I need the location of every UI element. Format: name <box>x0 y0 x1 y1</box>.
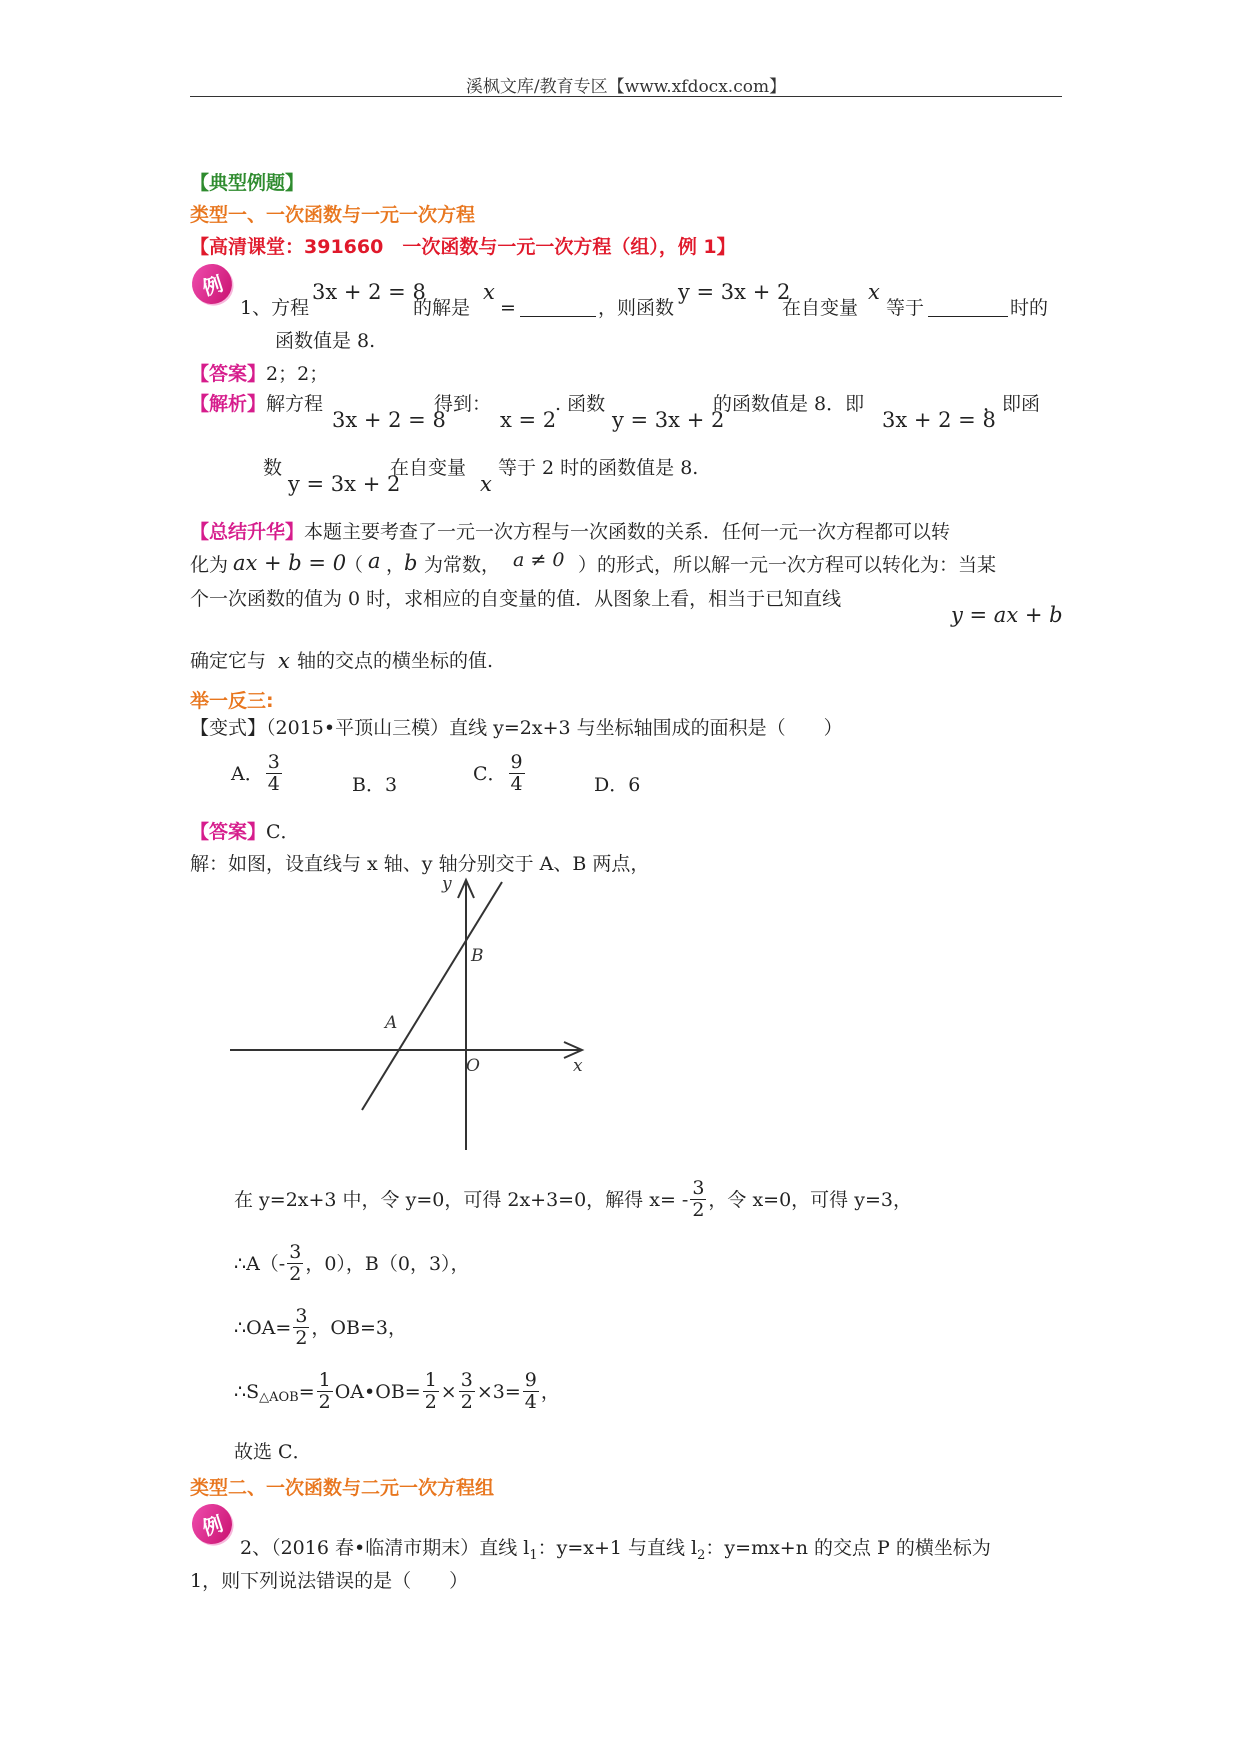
summary-l2f: 为常数， <box>424 554 501 576</box>
section-title: 【典型例题】 <box>190 172 305 194</box>
answer1-label: 【答案】 <box>190 363 267 385</box>
step2-num: 3 <box>289 1241 302 1263</box>
answer2-line <box>190 820 300 844</box>
summary-line3: 个一次函数的值为 0 时，求相应的自变量的值．从图象上看，相当于已知直线 <box>190 588 842 610</box>
example1-line2: 函数值是 8. <box>275 330 376 352</box>
step3-den: 2 <box>295 1327 308 1349</box>
option-c-num: 9 <box>510 751 523 773</box>
step1-text-b: ，令 x=0，可得 y=3， <box>708 1188 912 1211</box>
example2-t2: ：y=x+1 与直线 l <box>537 1537 698 1559</box>
step2-text-a: ∴A（- <box>234 1252 286 1275</box>
summary-l2g: a ≠ 0 <box>513 549 565 571</box>
step3-num: 3 <box>295 1305 308 1327</box>
step2-den: 2 <box>289 1263 302 1285</box>
option-d[interactable]: D．6 <box>594 774 641 796</box>
step3-text-b: ，OB=3， <box>311 1316 407 1339</box>
example1-var-x2: x <box>868 280 880 304</box>
summary-l2c: a <box>368 549 381 573</box>
step4-subscript: △AOB <box>259 1389 299 1405</box>
step3-text-a: ∴OA= <box>234 1316 292 1339</box>
example1-text-e: 在自变量 <box>782 297 859 319</box>
solution-step4 <box>234 1370 560 1413</box>
example2-line1 <box>240 1536 991 1568</box>
analysis-l2b: 在自变量 <box>390 457 467 479</box>
summary-l2a: 化为 <box>190 554 229 576</box>
analysis-l2eq: y = 3x + 2 <box>288 472 401 496</box>
example2-line2: 1，则下列说法错误的是（ ） <box>190 1570 469 1592</box>
practice-label: 【变式】 <box>190 717 267 739</box>
step1-num: 3 <box>692 1177 705 1199</box>
option-c-fraction <box>509 752 525 795</box>
answer1-text: 2；2； <box>266 363 329 385</box>
summary-label: 【总结升华】 <box>190 521 305 543</box>
step4-f2-num: 1 <box>424 1369 437 1391</box>
summary-line3-eq: y = ax + b <box>951 603 1063 627</box>
summary-l2d: ， <box>386 554 406 576</box>
analysis-t5: ，即函 <box>983 393 1041 415</box>
answer-blank-2[interactable] <box>928 298 1008 317</box>
step4-f4-den: 4 <box>524 1391 537 1413</box>
y-axis-label: y <box>442 874 452 894</box>
analysis-eq2: x = 2 <box>500 408 557 432</box>
example1-var-x: x <box>483 280 495 304</box>
solution-step5: 故选 C． <box>234 1441 312 1463</box>
type2-title: 类型二、一次函数与二元一次方程组 <box>190 1477 495 1499</box>
course-title: 【高清课堂：391660 一次函数与一元一次方程（组），例 1】 <box>190 236 736 258</box>
step4-eq1: = <box>298 1380 315 1403</box>
summary-line1-text: 本题主要考查了一元一次方程与一次函数的关系．任何一元一次方程都可以转 <box>304 521 951 543</box>
example2-badge: 例 <box>187 1499 237 1549</box>
summary-l2h: ）的形式，所以解一元一次方程可以转化为：当某 <box>578 554 997 576</box>
step4-f1-den: 2 <box>318 1391 331 1413</box>
solution-step2 <box>234 1242 470 1285</box>
analysis-t3: . 函数 <box>555 393 606 415</box>
step4-f4-num: 9 <box>524 1369 537 1391</box>
practice-question: （2015•平顶山三模）直线 y=2x+3 与坐标轴围成的面积是（ ） <box>266 717 843 739</box>
example2-t3: ：y=mx+n 的交点 P 的横坐标为 <box>705 1537 991 1559</box>
option-c[interactable] <box>473 752 527 795</box>
option-a-fraction <box>266 752 282 795</box>
step4-f3-den: 2 <box>460 1391 473 1413</box>
step4-fraction1 <box>317 1370 333 1413</box>
option-b[interactable]: B．3 <box>352 774 398 796</box>
step4-fraction3 <box>459 1370 475 1413</box>
answer1-line <box>190 362 328 386</box>
example1-text: 方程 <box>271 297 310 319</box>
analysis-l2c: 等于 2 时的函数值是 8. <box>498 457 699 479</box>
step4-comma: ， <box>540 1380 560 1403</box>
page-header: 溪枫文库/教育专区【www.xfdocx.com】 <box>465 77 787 97</box>
step4-f1-num: 1 <box>318 1369 331 1391</box>
option-a-letter: A． <box>231 762 264 785</box>
analysis-eq1: 3x + 2 = 8 <box>332 408 446 432</box>
practice-title: 举一反三: <box>190 690 274 712</box>
example2-sub2: 2 <box>697 1547 706 1563</box>
solution-step1 <box>234 1178 912 1221</box>
solution-intro: 解：如图，设直线与 x 轴、y 轴分别交于 A、B 两点， <box>190 853 650 875</box>
analysis-l2a: 数 <box>263 457 283 479</box>
summary-l4b: 轴的交点的横坐标的值. <box>297 650 494 672</box>
step1-den: 2 <box>692 1199 705 1221</box>
analysis-t1: 解方程 <box>266 393 324 415</box>
answer-blank-1[interactable] <box>520 298 596 317</box>
summary-l2eq: ax + b = 0 <box>233 551 347 575</box>
analysis-t2: 得到： <box>434 393 492 415</box>
x-axis-label: x <box>573 1056 583 1076</box>
step2-fraction <box>287 1242 303 1285</box>
step4-times1: × <box>440 1380 457 1403</box>
summary-l2e: b <box>404 551 418 575</box>
type1-title: 类型一、一次函数与一元一次方程 <box>190 204 476 226</box>
step4-text-c: OA•OB= <box>334 1380 421 1403</box>
header-divider <box>190 96 1062 97</box>
point-b-label: B <box>471 946 484 966</box>
origin-label: O <box>466 1056 480 1076</box>
summary-line1 <box>190 520 950 544</box>
solution-step3 <box>234 1306 407 1349</box>
step2-text-b: ，0），B（0，3）， <box>305 1252 470 1275</box>
step4-f2-den: 2 <box>424 1391 437 1413</box>
example1-eq1: 3x + 2 = 8 <box>312 280 426 304</box>
option-c-letter: C． <box>473 762 507 785</box>
example1-text-f: 等于 <box>886 297 925 319</box>
example1-line1 <box>240 296 309 320</box>
step3-fraction <box>293 1306 309 1349</box>
analysis-label: 【解析】 <box>190 393 267 415</box>
option-a-den: 4 <box>267 773 280 795</box>
summary-l2b: （ <box>344 554 364 576</box>
coordinate-graph <box>220 870 600 1155</box>
practice-question-line <box>190 716 843 740</box>
option-a[interactable] <box>231 752 284 795</box>
example2-t1: 2、（2016 春•临清市期末）直线 l <box>240 1537 530 1559</box>
summary-l4a: 确定它与 <box>190 650 267 672</box>
point-a-label: A <box>385 1013 398 1033</box>
step4-fraction2 <box>423 1370 439 1413</box>
example2-sub1: 1 <box>529 1547 538 1563</box>
step4-fraction4 <box>523 1370 539 1413</box>
step4-text-s: ∴S <box>234 1380 260 1403</box>
example1-eq-sign: = <box>500 297 516 319</box>
example1-text-b: 的解是 <box>413 297 471 319</box>
step4-text-e: ×3= <box>476 1380 521 1403</box>
answer2-label: 【答案】 <box>190 821 267 843</box>
answer2-text: C． <box>266 821 300 843</box>
step1-text-a: 在 y=2x+3 中，令 y=0，可得 2x+3=0，解得 x= - <box>234 1188 689 1211</box>
graph-line-y-2x-3 <box>362 882 502 1110</box>
example1-eq2: y = 3x + 2 <box>678 280 791 304</box>
option-a-num: 3 <box>267 751 280 773</box>
summary-l4x: x <box>278 649 290 673</box>
step4-f3-num: 3 <box>460 1369 473 1391</box>
step1-fraction <box>690 1178 706 1221</box>
analysis-l2x: x <box>480 472 492 496</box>
example1-text-d: ，则函数 <box>598 297 675 319</box>
analysis-eq3: y = 3x + 2 <box>612 408 725 432</box>
analysis-t4: 的函数值是 8．即 <box>713 393 865 415</box>
analysis-line1-start <box>190 392 323 416</box>
example-badge: 例 <box>187 259 237 309</box>
example1-text-g: 时的 <box>1010 297 1049 319</box>
option-c-den: 4 <box>510 773 523 795</box>
analysis-eq4: 3x + 2 = 8 <box>882 408 996 432</box>
example1-num: 1、 <box>240 297 272 319</box>
